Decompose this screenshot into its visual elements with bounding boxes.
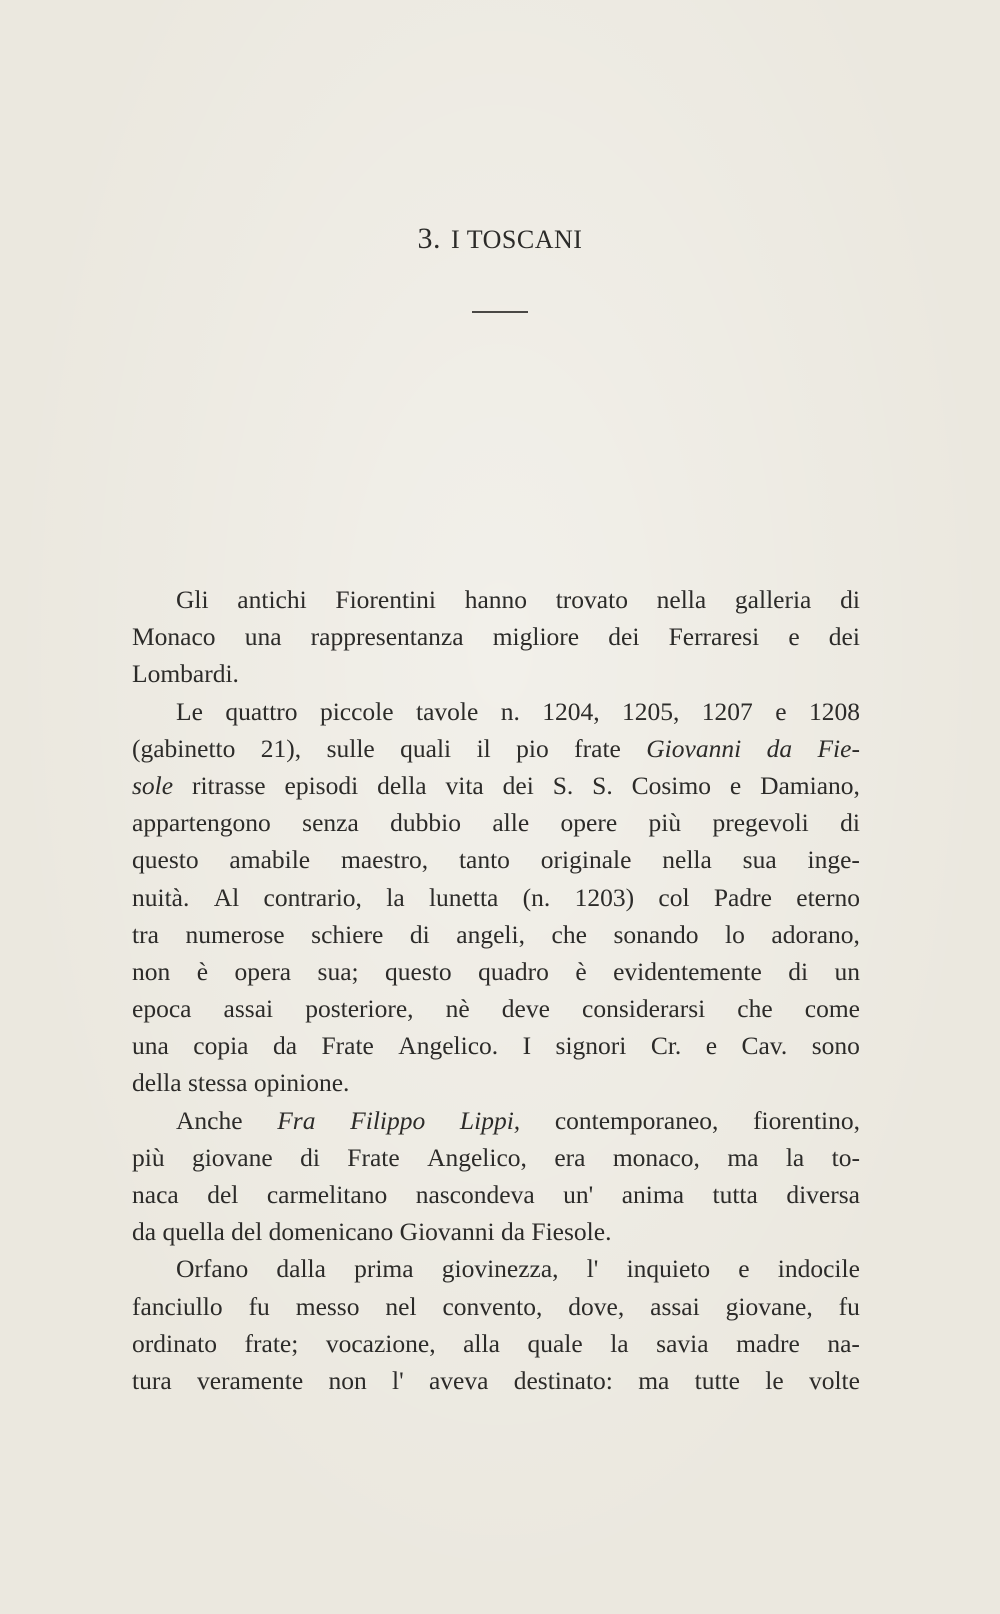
heading-divider <box>472 311 528 313</box>
chapter-title: I TOSCANI <box>451 225 583 254</box>
text-line: più giovane di Frate Angelico, era monaco, ma la to- <box>132 1142 860 1172</box>
text-line: Anche Fra Filippo Lippi, contemporaneo, fiorentino, <box>176 1105 860 1135</box>
text-line: Le quattro piccole tavole n. 1204, 1205, 1207 e 1208 <box>176 696 860 726</box>
text-line: della stessa opinione. <box>132 1068 350 1098</box>
text-line: da quella del domenicano Giovanni da Fiesole. <box>132 1217 612 1247</box>
text-line: tra numerose schiere di angeli, che sonando lo adorano, <box>132 919 860 949</box>
text-line: non è opera sua; questo quadro è evidentemente di un <box>132 956 860 986</box>
text-line: Orfano dalla prima giovinezza, l' inquieto e indocile <box>176 1254 860 1284</box>
text-line: nuità. Al contrario, la lunetta (n. 1203) col Padre eterno <box>132 882 860 912</box>
text-line: sole ritrasse episodi della vita dei S. S. Cosimo e Damiano, <box>132 770 860 800</box>
text-line: ordinato frate; vocazione, alla quale la savia madre na- <box>132 1328 860 1358</box>
text-line: una copia da Frate Angelico. I signori Cr. e Cav. sono <box>132 1031 860 1061</box>
text-line: Monaco una rappresentanza migliore dei Ferraresi e dei <box>132 622 860 652</box>
text-line: Lombardi. <box>132 659 239 689</box>
text-line: fanciullo fu messo nel convento, dove, assai giovane, fu <box>132 1291 860 1321</box>
text-line: Gli antichi Fiorentini hanno trovato nella galleria di <box>176 585 860 614</box>
text-line: questo amabile maestro, tanto originale nella sua inge- <box>132 845 860 875</box>
text-line: naca del carmelitano nascondeva un' anima tutta diversa <box>132 1180 860 1209</box>
text-line: tura veramente non l' aveva destinato: ma tutte le volte <box>132 1365 860 1395</box>
chapter-heading <box>0 222 1000 256</box>
text-line: epoca assai posteriore, nè deve considerarsi che come <box>132 994 860 1024</box>
text-line: appartengono senza dubbio alle opere più pregevoli di <box>132 808 860 838</box>
chapter-number: 3. <box>417 222 442 255</box>
body-text <box>132 581 860 1399</box>
text-line: (gabinetto 21), sulle quali il pio frate Giovanni da Fie- <box>132 733 860 763</box>
